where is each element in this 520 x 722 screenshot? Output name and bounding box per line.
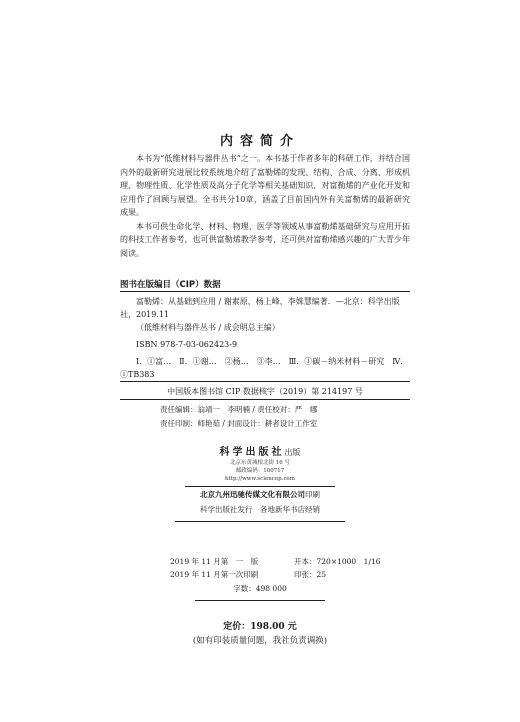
distribution-line: 科学出版社发行 各地新华书店经销 bbox=[200, 505, 320, 514]
edition-specs bbox=[170, 555, 381, 581]
publisher-rule bbox=[185, 486, 335, 487]
publisher-address: 北京东黄城根北街 16 号 bbox=[230, 460, 290, 466]
spec-printing: 2019 年 11 月第一次印刷 bbox=[170, 570, 259, 579]
editors-line-2: 责任印制：师艳茹 / 封面设计：耕者设计工作室 bbox=[160, 419, 318, 428]
cip-series-line: （低维材料与器件丛书 / 成会明总主编） bbox=[136, 323, 280, 332]
quality-notice: (如有印装质量问题，我社负责调换) bbox=[192, 636, 328, 646]
price: 定价：198.00 元 bbox=[223, 622, 297, 632]
cip-top-rule bbox=[120, 291, 410, 292]
page-title: 内容简介 bbox=[219, 134, 300, 149]
cip-mid-rule bbox=[120, 381, 410, 382]
printer-line bbox=[0, 489, 520, 500]
publisher-name: 科学出版社 bbox=[219, 447, 285, 458]
editors-block bbox=[160, 403, 317, 431]
summary-paragraph-1: 本书为“低维材料与器件丛书”之一。本书基于作者多年的科研工作，并结合国内外的最新研究进展比较系统地介绍了富勒烯的发现、结构、合成、分离、形成机理、物理性质、化学性质及高分子化学等相关基础知识，对富勒烯的产业化开发和应用作了回顾与展望。全书共分10章，涵盖了目前国内外有关富勒烯的最新研究成果。 bbox=[120, 154, 410, 217]
cip-record bbox=[120, 295, 410, 381]
publisher-postcode: 邮政编码：100717 bbox=[235, 468, 285, 474]
editors-line-1: 责任编辑：翁靖一 李明楠 / 责任校对：严 娜 bbox=[160, 405, 318, 414]
publisher-website: http://www.sciencep.com bbox=[225, 476, 295, 482]
spec-format: 开本：720×1000 1/16 bbox=[294, 557, 381, 566]
content-summary bbox=[120, 152, 410, 260]
cip-number: 中国版本图书馆 CIP 数据核字（2019）第 214197 号 bbox=[167, 387, 363, 396]
cip-classification: Ⅰ．①富… Ⅱ．①谢… ②杨… ③李… Ⅲ．①碳－纳米材料－研究 Ⅳ．①TB383 bbox=[120, 357, 409, 379]
cip-bottom-rule bbox=[120, 399, 410, 400]
spec-edition: 2019 年 11 月第 一 版 bbox=[170, 557, 259, 566]
specs-rule bbox=[195, 600, 325, 601]
publisher-name-suffix: 出版 bbox=[284, 448, 301, 457]
publisher-name-line bbox=[0, 440, 520, 459]
cip-heading: 图书在版编目（CIP）数据 bbox=[120, 280, 221, 290]
publisher-block bbox=[0, 440, 520, 522]
cip-title-line: 富勒烯：从基础到应用 / 谢素原，杨上峰，李姝慧编著．—北京：科学出版社，2019.11 bbox=[120, 297, 400, 319]
cip-isbn: ISBN 978-7-03-062423-9 bbox=[136, 340, 238, 349]
distribution-rule bbox=[175, 521, 345, 522]
spec-sheets: 印张：25 bbox=[294, 570, 327, 579]
printer-name: 北京九州迅驰传媒文化有限公司 bbox=[200, 490, 305, 499]
printer-suffix: 印刷 bbox=[305, 490, 320, 499]
summary-paragraph-2: 本书可供生命化学、材料、物理、医学等领域从事富勒烯基础研究与应用开拓的科技工作者参考，也可供富勒烯教学参考，还可供对富勒烯感兴趣的广大青少年阅读。 bbox=[120, 221, 410, 258]
spec-words: 字数：498 000 bbox=[233, 584, 287, 593]
